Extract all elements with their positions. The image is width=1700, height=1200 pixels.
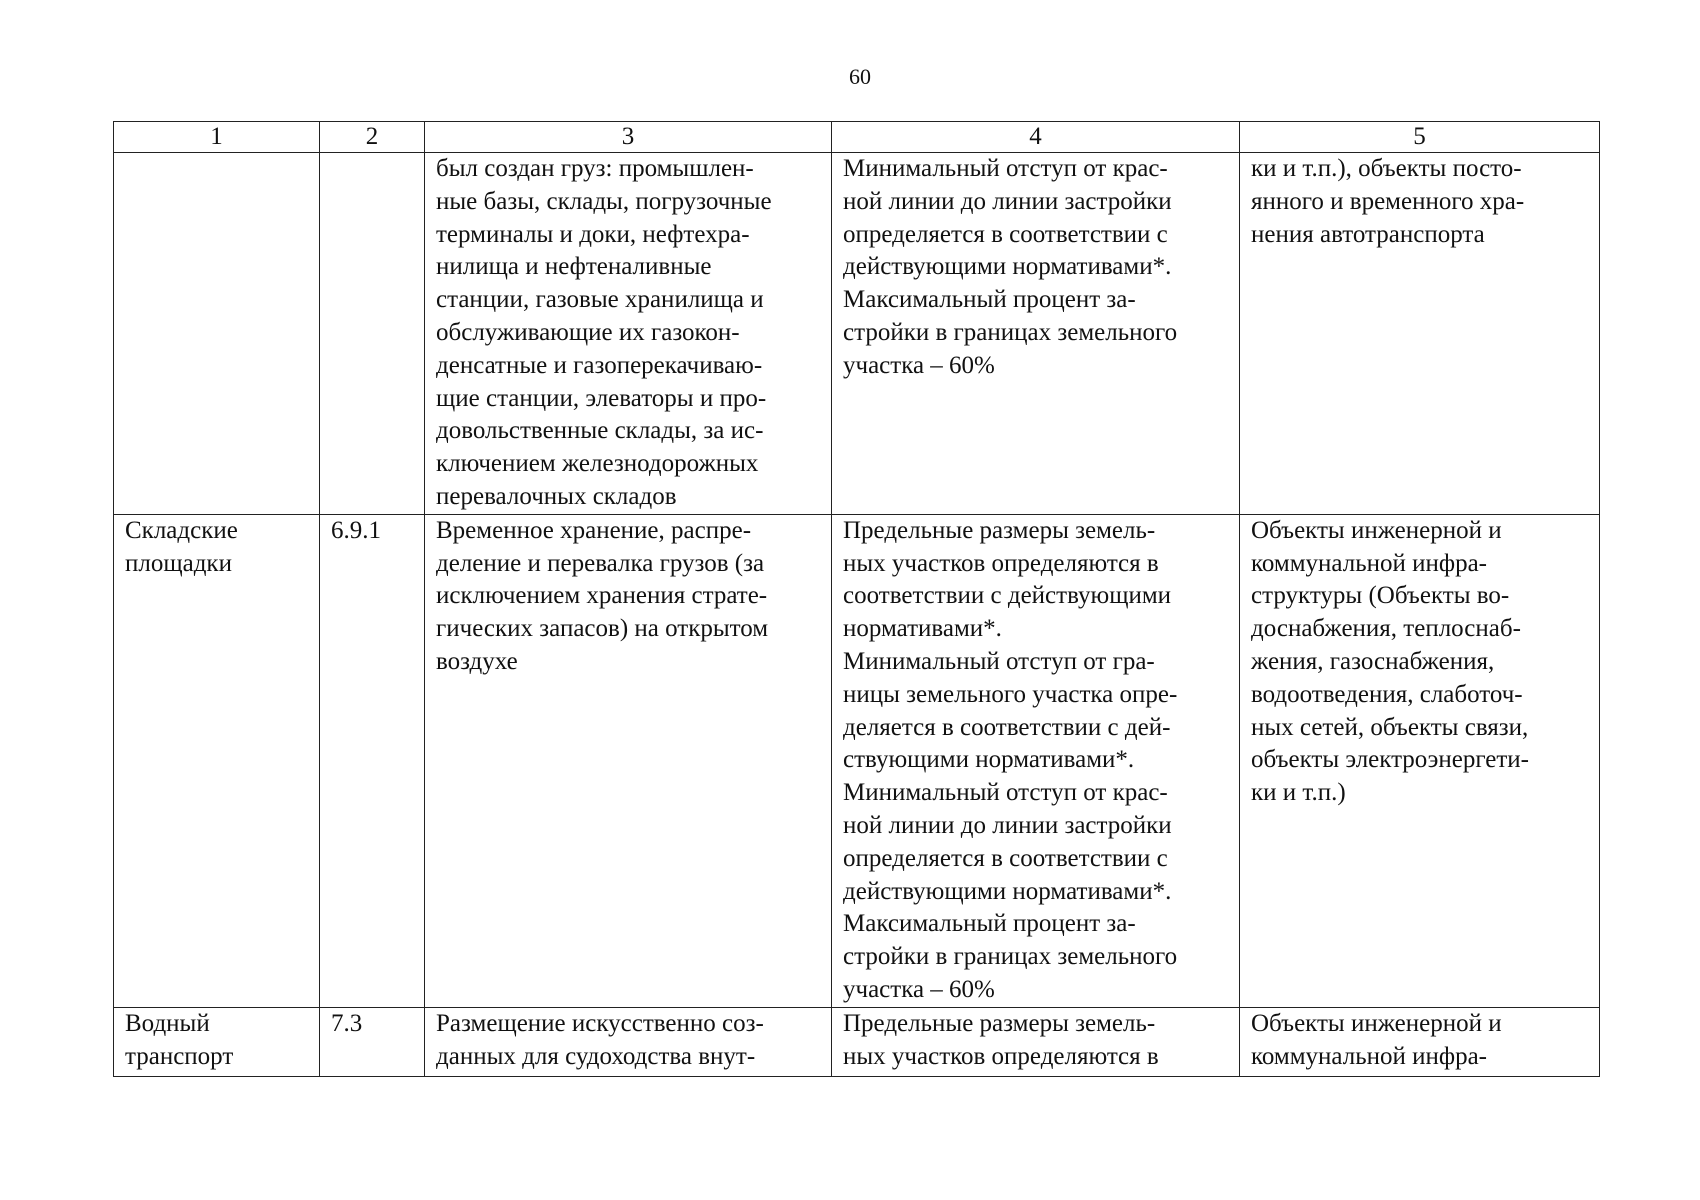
use-name-cell [114, 1007, 320, 1076]
column-header: 2 [320, 122, 425, 153]
column-header: 3 [425, 122, 832, 153]
table-row [114, 514, 1600, 1007]
use-code-cell: 6.9.1 [320, 514, 425, 1007]
parameters-cell [832, 1007, 1240, 1076]
zoning-table [113, 121, 1600, 1077]
cell-text: Предельные размеры земель- ных участков определяются в [843, 1009, 1159, 1070]
column-header: 5 [1240, 122, 1600, 153]
table-row [114, 153, 1600, 515]
use-code-cell [320, 153, 425, 515]
use-description-cell: Временное хранение, распре- деление и перевалка грузов (за исключением хранения страте- гических запасов) на открытом воздухе [425, 514, 832, 1007]
table-row [114, 1007, 1600, 1076]
use-name-cell: Складские площадки [114, 514, 320, 1007]
column-header: 1 [114, 122, 320, 153]
use-description-cell: был создан груз: промышлен- ные базы, склады, погрузочные терминалы и доки, нефтехра- нилища и нефтеналивные станции, газовые хранилища и обслуживающие их газокон- денсатные и газоперекачиваю- щие станции, элеваторы и про- довольственные склады, за ис- ключением железнодорожных перевалочных складов [425, 153, 832, 515]
page-number: 60 [849, 64, 871, 89]
cell-text: Водный транспорт [125, 1009, 234, 1070]
cell-text: Размещение искусственно соз- данных для судоходства внут- [436, 1009, 764, 1070]
cell-text: Объекты инженерной и коммунальной инфра- [1251, 1009, 1502, 1070]
use-description-cell [425, 1007, 832, 1076]
auxiliary-uses-cell [1240, 1007, 1600, 1076]
cell-text: 7.3 [331, 1009, 363, 1037]
table-header-row [114, 122, 1600, 153]
parameters-cell: Предельные размеры земель- ных участков определяются в соответствии с действующими нормативами*. Минимальный отступ от гра- ницы земельного участка опре- деляется в соответствии с дей- ствующими нормативами*. Минимальный отступ от крас- ной линии до линии застройки определяется в соответствии с действующими нормативами*. Максимальный процент за- стройки в границах земельного участка – 60% [832, 514, 1240, 1007]
use-name-cell [114, 153, 320, 515]
auxiliary-uses-cell: ки и т.п.), объекты посто- янного и временного хра- нения автотранспорта [1240, 153, 1600, 515]
column-header: 4 [832, 122, 1240, 153]
auxiliary-uses-cell: Объекты инженерной и коммунальной инфра- структуры (Объекты во- доснабжения, теплоснаб- жения, газоснабжения, водоотведения, слаботоч- ных сетей, объекты связи, объекты электроэнергети- ки и т.п.) [1240, 514, 1600, 1007]
use-code-cell [320, 1007, 425, 1076]
parameters-cell: Минимальный отступ от крас- ной линии до линии застройки определяется в соответствии с действующими нормативами*. Максимальный процент за- стройки в границах земельного участка – 60% [832, 153, 1240, 515]
